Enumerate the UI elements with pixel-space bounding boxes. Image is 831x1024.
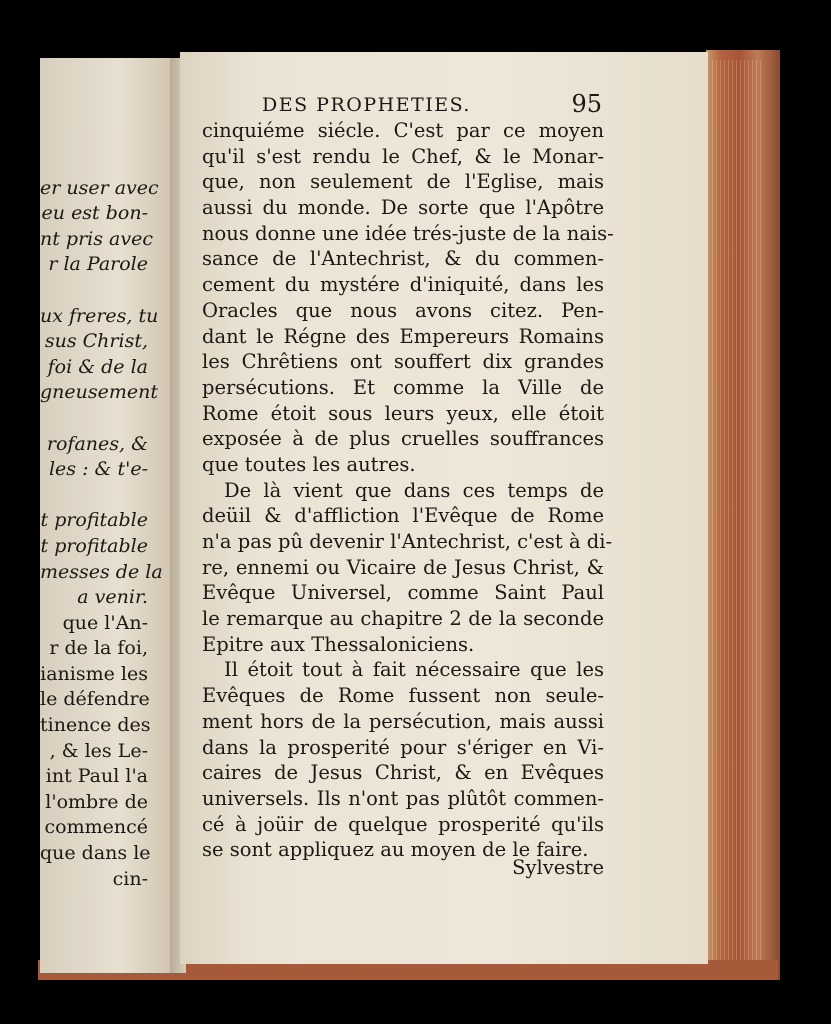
left-page-line: r de la foi, [49,637,148,660]
right-page-body [202,118,614,863]
body-line: le remarque au chapitre 2 de la seconde [202,607,604,631]
page-number: 95 [571,90,602,118]
left-page [40,58,175,973]
body-line: que, non seulement de l'Eglise, mais [202,170,604,194]
body-line: Evêques de Rome fussent non seule- [202,684,604,708]
body-line: re, ennemi ou Vicaire de Jesus Christ, & [202,555,604,579]
running-head-title: DES PROPHETIES. [262,94,471,116]
body-line: sance de l'Antechrist, & du commen- [202,247,604,271]
body-line: persécutions. Et comme la Ville de [202,375,604,399]
left-page-line: eu est bon- [41,202,148,225]
left-page-line: commencé [44,816,148,839]
body-line: cinquiéme siécle. C'est par ce moyen [202,119,604,142]
left-page-line [40,483,148,509]
body-line: cement du mystére d'iniquité, dans les [202,273,604,297]
body-line: cé à joüir de quelque prosperité qu'ils [202,812,604,836]
left-page-line: que dans le [40,842,151,865]
left-page-line: a venir. [77,586,148,609]
left-page-line: les : & t'e- [48,458,148,481]
body-line: deüil & d'affliction l'Evêque de Rome [202,504,604,528]
left-page-line: le défendre [40,688,150,711]
left-page-line: sus Christ, [44,330,148,353]
body-line: Evêque Universel, comme Saint Paul [202,581,604,605]
body-line: De là vient que dans ces temps de [224,478,604,502]
left-page-text [40,150,163,892]
left-page-line: , & les Le- [49,739,148,762]
body-line: nous donne une idée trés-juste de la nais- [202,221,614,245]
left-page-line: t profitable [40,509,148,532]
left-page-line [40,150,148,176]
body-line: caires de Jesus Christ, & en Evêques [202,761,604,785]
body-line: dans la prosperité pour s'ériger en Vi- [202,735,604,759]
body-line: ment hors de la persécution, mais aussi [202,709,604,733]
body-line: aussi du monde. De sorte que l'Apôtre [202,196,604,220]
body-line: Epitre aux Thessaloniciens. [202,632,475,656]
body-line: les Chrêtiens ont souffert dix grandes [202,350,604,374]
page-edge-texture [712,60,762,965]
catchword: Sylvestre [512,856,604,879]
body-line: Il étoit tout à fait nécessaire que les [224,658,604,682]
left-page-line: rofanes, & [46,432,148,455]
body-line: Oracles que nous avons citez. Pen- [202,298,604,322]
body-line: que toutes les autres. [202,452,416,476]
left-page-line [40,406,148,432]
left-page-line: int Paul l'a [45,765,148,788]
left-page-line: foi & de la [47,355,148,378]
left-page-line: er user avec [40,176,159,199]
left-page-line: t profitable [40,534,148,557]
body-line: dant le Régne des Empereurs Romains [202,324,604,348]
body-line: Rome étoit sous leurs yeux, elle étoit [202,401,604,425]
left-page-line: cin- [112,867,148,890]
body-line: se sont appliquez au moyen de le faire. [202,838,589,862]
left-page-line: ianisme les [40,662,148,685]
left-page-line: r la Parole [48,253,148,276]
body-line: exposée à de plus cruelles souffrances [202,427,604,451]
left-page-line: nt pris avec [40,227,153,250]
left-page-line: ux freres, tu [40,304,159,327]
left-page-line: tinence des [40,714,151,737]
left-page-line: messes de la [40,560,163,583]
body-line: n'a pas pû devenir l'Antechrist, c'est à di- [202,530,613,553]
left-page-line: gneusement [40,381,159,404]
body-line: qu'il s'est rendu le Chef, & le Monar- [202,144,604,168]
left-page-line [40,278,148,304]
left-page-line: l'ombre de [45,790,148,813]
left-page-line: que l'An- [62,611,148,634]
body-line: universels. Ils n'ont pas plûtôt commen- [202,786,604,810]
